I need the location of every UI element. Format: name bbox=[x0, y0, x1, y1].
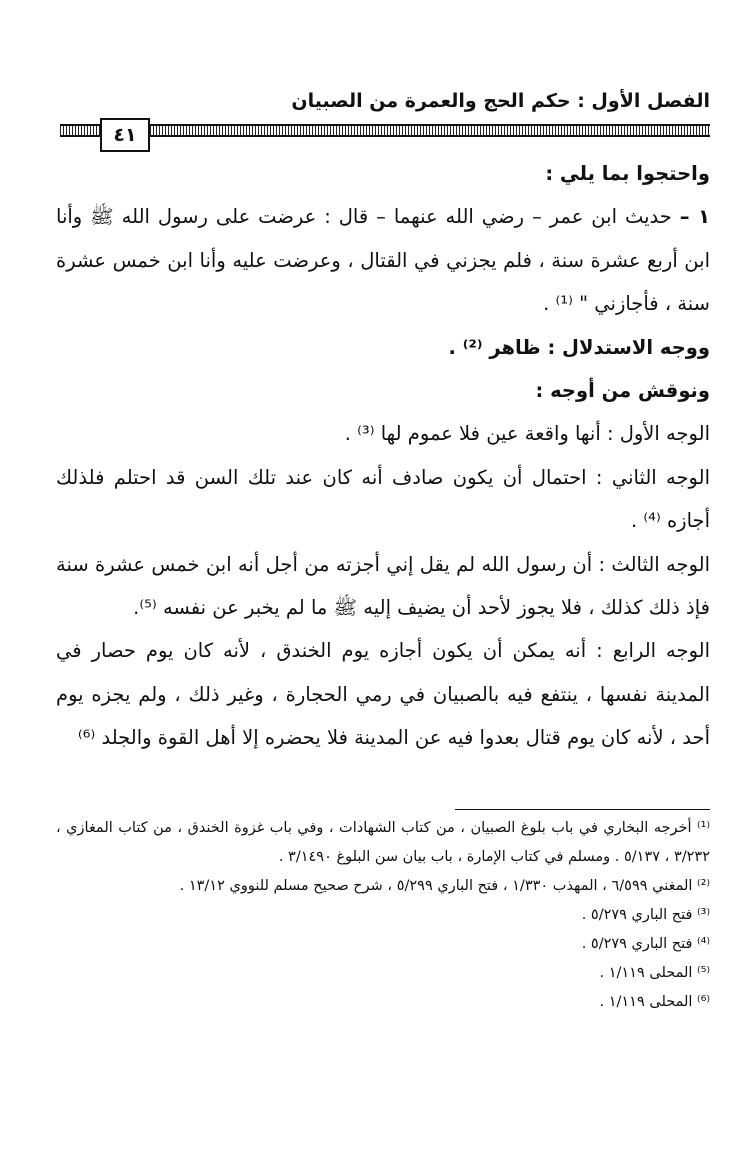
footnote-2: ⁽²⁾ المغني ٦/٥٩٩ ، المهذب ١/٣٣٠ ، فتح الباري ٥/٢٩٩ ، شرح صحيح مسلم للنووي ١٣/١٢ . bbox=[179, 878, 710, 894]
header-rule bbox=[60, 124, 710, 137]
page-number: ٤١ bbox=[100, 118, 150, 152]
item-number: ١ – bbox=[679, 205, 711, 229]
paragraph-first-aspect: الوجه الأول : أنها واقعة عين فلا عموم لها ⁽³⁾ . bbox=[344, 422, 710, 446]
footnote-5: ⁽⁵⁾ المحلى ١/١١٩ . bbox=[599, 965, 710, 981]
section-heading: واحتجوا بما يلي : bbox=[545, 162, 710, 185]
paragraph-third-aspect: الوجه الثالث : أن رسول الله لم يقل إني أجزته من أجل أنه ابن خمس عشرة سنة فإذ ذلك كذلك ، فلا يجوز لأحد أن يضيف إليه ﷺ ما لم يخبر عن نفسه ⁽⁵⁾. bbox=[56, 552, 710, 620]
hadith-text: حديث ابن عمر – رضي الله عنهما – قال : عرضت على رسول الله ﷺ وأنا ابن أربع عشرة سنة ، فلم يجزني في القتال ، وعرضت عليه وأنا ابن خمس عشرة سنة ، فأجازني " ⁽¹⁾ . bbox=[56, 205, 710, 316]
footnote-3: ⁽³⁾ فتح الباري ٥/٢٧٩ . bbox=[581, 907, 710, 923]
footnote-divider bbox=[455, 809, 710, 810]
footnote-4: ⁽⁴⁾ فتح الباري ٥/٢٧٩ . bbox=[581, 936, 710, 952]
footnote-6: ⁽⁶⁾ المحلى ١/١١٩ . bbox=[599, 994, 710, 1010]
paragraph-fourth-aspect: الوجه الرابع : أنه يمكن أن يكون أجازه يوم الخندق ، لأنه كان يوم حصار في المدينة نفسها ، ينتفع فيه بالصبيان في رمي الحجارة ، وغير ذلك ، ولم يجزه يوم أحد ، لأنه كان يوم قتال بعدوا فيه عن المدينة فلا يحضره إلا أهل القوة والجلد ⁽⁶⁾ bbox=[56, 639, 710, 750]
section-heading-2: ونوقش من أوجه : bbox=[535, 379, 710, 403]
footnotes bbox=[56, 814, 710, 1017]
inference-line: ووجه الاستدلال : ظاهر ⁽²⁾ . bbox=[448, 335, 710, 359]
chapter-title: الفصل الأول : حكم الحج والعمرة من الصبيان bbox=[291, 90, 710, 112]
footnote-1: ⁽¹⁾ أخرجه البخاري في باب بلوغ الصبيان ، من كتاب الشهادات ، وفي باب غزوة الخندق ، من كتاب المغازي ، ٣/٢٣٢ ، ٥/١٣٧ . ومسلم في كتاب الإمارة ، باب بيان سن البلوغ ٣/١٤٩٠ . bbox=[56, 820, 710, 865]
paragraph-second-aspect: الوجه الثاني : احتمال أن يكون صادف أنه كان عند تلك السن قد احتلم فلذلك أجازه ⁽⁴⁾ . bbox=[56, 465, 710, 533]
body-text bbox=[56, 152, 710, 760]
paragraph-hadith bbox=[56, 195, 710, 325]
